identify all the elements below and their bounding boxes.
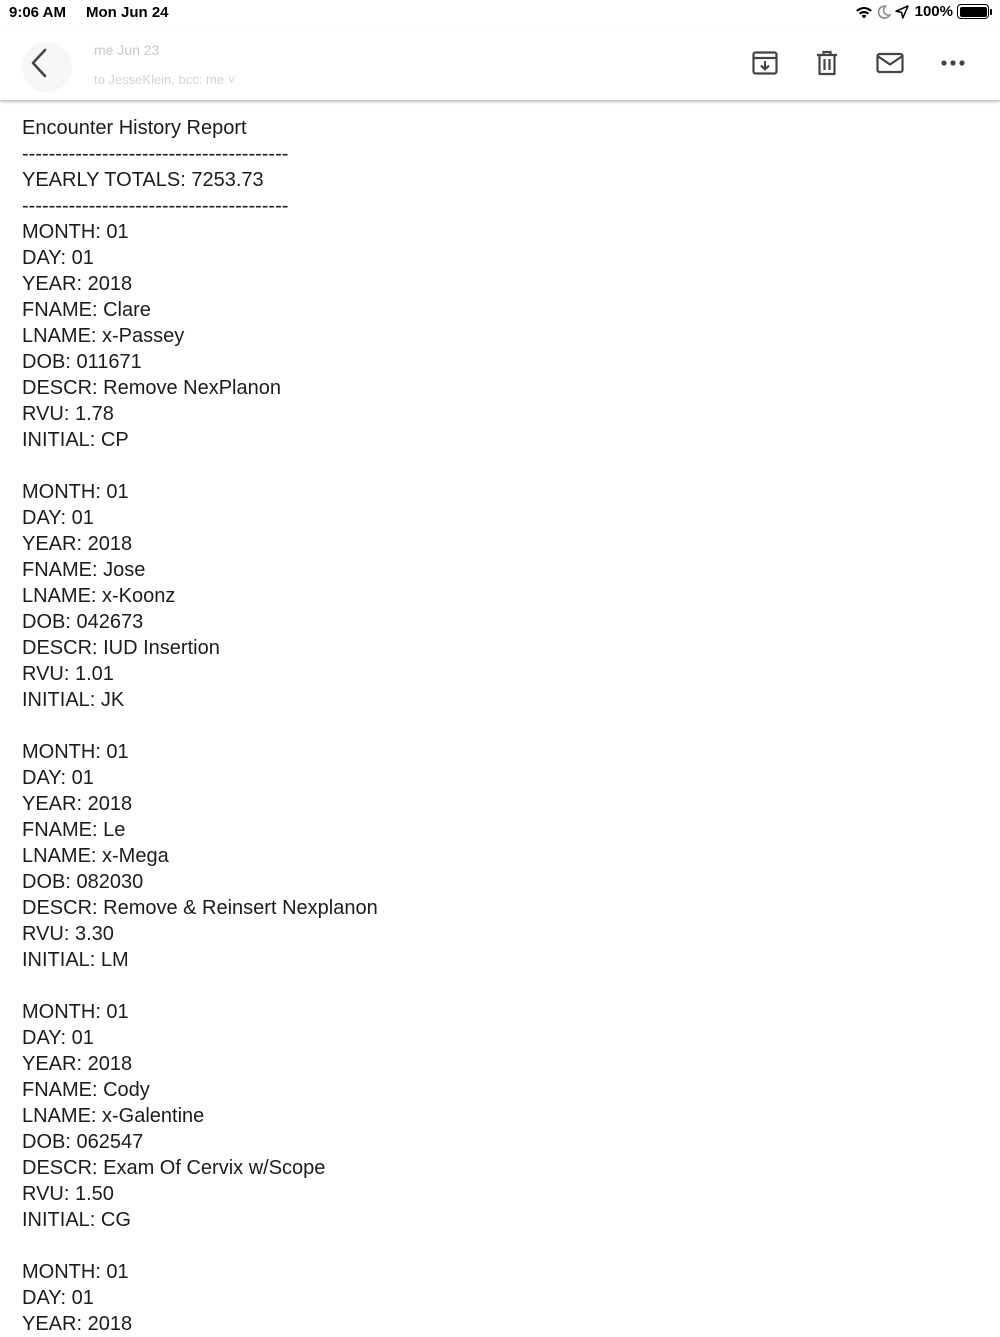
more-button[interactable] [938,48,968,78]
battery-icon [957,4,992,19]
encounter-dob: DOB: 062547 [22,1131,144,1153]
divider-line: ---------------------------------------- [22,143,289,165]
status-bar [0,0,1000,26]
encounter-rvu: RVU: 1.50 [22,1183,114,1205]
encounter-fname: FNAME: Clare [22,299,151,321]
message-toolbar [0,26,1000,100]
encounter-initial: INITIAL: JK [22,689,125,711]
message-body [22,115,378,1337]
encounter-month: MONTH: 01 [22,1001,129,1023]
encounter-record [22,999,378,1233]
mark-unread-icon [875,48,905,78]
encounter-year: YEAR: 2018 [22,273,133,295]
encounter-fname: FNAME: Cody [22,1079,150,1101]
moon-icon [877,5,891,19]
encounter-fname: FNAME: Jose [22,559,146,581]
delete-icon [812,48,842,78]
encounter-rvu: RVU: 1.01 [22,663,114,685]
encounter-rvu: RVU: 1.78 [22,403,114,425]
encounter-initial: INITIAL: LM [22,949,129,971]
encounter-lname: LNAME: x-Mega [22,845,169,867]
encounter-month: MONTH: 01 [22,741,129,763]
blank-line [22,1233,378,1259]
encounter-dob: DOB: 011671 [22,351,142,373]
status-indicators [855,3,992,20]
battery-percent: 100% [914,3,953,20]
encounter-month: MONTH: 01 [22,1261,129,1283]
encounter-year: YEAR: 2018 [22,793,133,815]
divider-line: ---------------------------------------- [22,195,289,217]
encounter-fname: FNAME: Le [22,819,126,841]
encounter-lname: LNAME: x-Passey [22,325,185,347]
encounter-lname: LNAME: x-Galentine [22,1105,205,1127]
yearly-totals: YEARLY TOTALS: 7253.73 [22,169,264,191]
encounter-descr: DESCR: Remove NexPlanon [22,377,281,399]
status-date: Mon Jun 24 [86,4,169,21]
archive-button[interactable] [750,48,780,78]
encounter-day: DAY: 01 [22,247,94,269]
encounter-record [22,479,378,713]
encounter-day: DAY: 01 [22,1287,94,1309]
recipient-line[interactable]: to JesseKlein, bcc: me ˅ [94,72,236,87]
encounter-initial: INITIAL: CG [22,1209,131,1231]
encounter-day: DAY: 01 [22,767,94,789]
encounter-day: DAY: 01 [22,507,94,529]
report-title: Encounter History Report [22,117,247,139]
location-arrow-icon [895,5,909,19]
status-time: 9:06 AM [9,4,66,21]
encounter-day: DAY: 01 [22,1027,94,1049]
encounter-rvu: RVU: 3.30 [22,923,114,945]
blank-line [22,453,378,479]
encounter-dob: DOB: 042673 [22,611,144,633]
sender-line: me Jun 23 [94,42,160,58]
encounter-year: YEAR: 2018 [22,533,133,555]
blank-line [22,973,378,999]
blank-line [22,713,378,739]
back-button[interactable] [26,46,54,80]
encounter-record [22,739,378,973]
archive-icon [750,48,780,78]
encounter-year: YEAR: 2018 [22,1053,133,1075]
encounter-record [22,1259,378,1337]
encounter-month: MONTH: 01 [22,481,129,503]
encounter-initial: INITIAL: CP [22,429,129,451]
more-icon [938,48,968,78]
encounter-descr: DESCR: Remove & Reinsert Nexplanon [22,897,378,919]
encounter-year: YEAR: 2018 [22,1313,133,1335]
encounter-dob: DOB: 082030 [22,871,144,893]
mark-unread-button[interactable] [875,48,905,78]
encounter-descr: DESCR: Exam Of Cervix w/Scope [22,1157,326,1179]
back-icon [26,46,54,80]
encounter-month: MONTH: 01 [22,221,129,243]
delete-button[interactable] [812,48,842,78]
encounter-lname: LNAME: x-Koonz [22,585,176,607]
encounter-record [22,219,378,453]
encounter-descr: DESCR: IUD Insertion [22,637,220,659]
wifi-icon [855,5,873,19]
